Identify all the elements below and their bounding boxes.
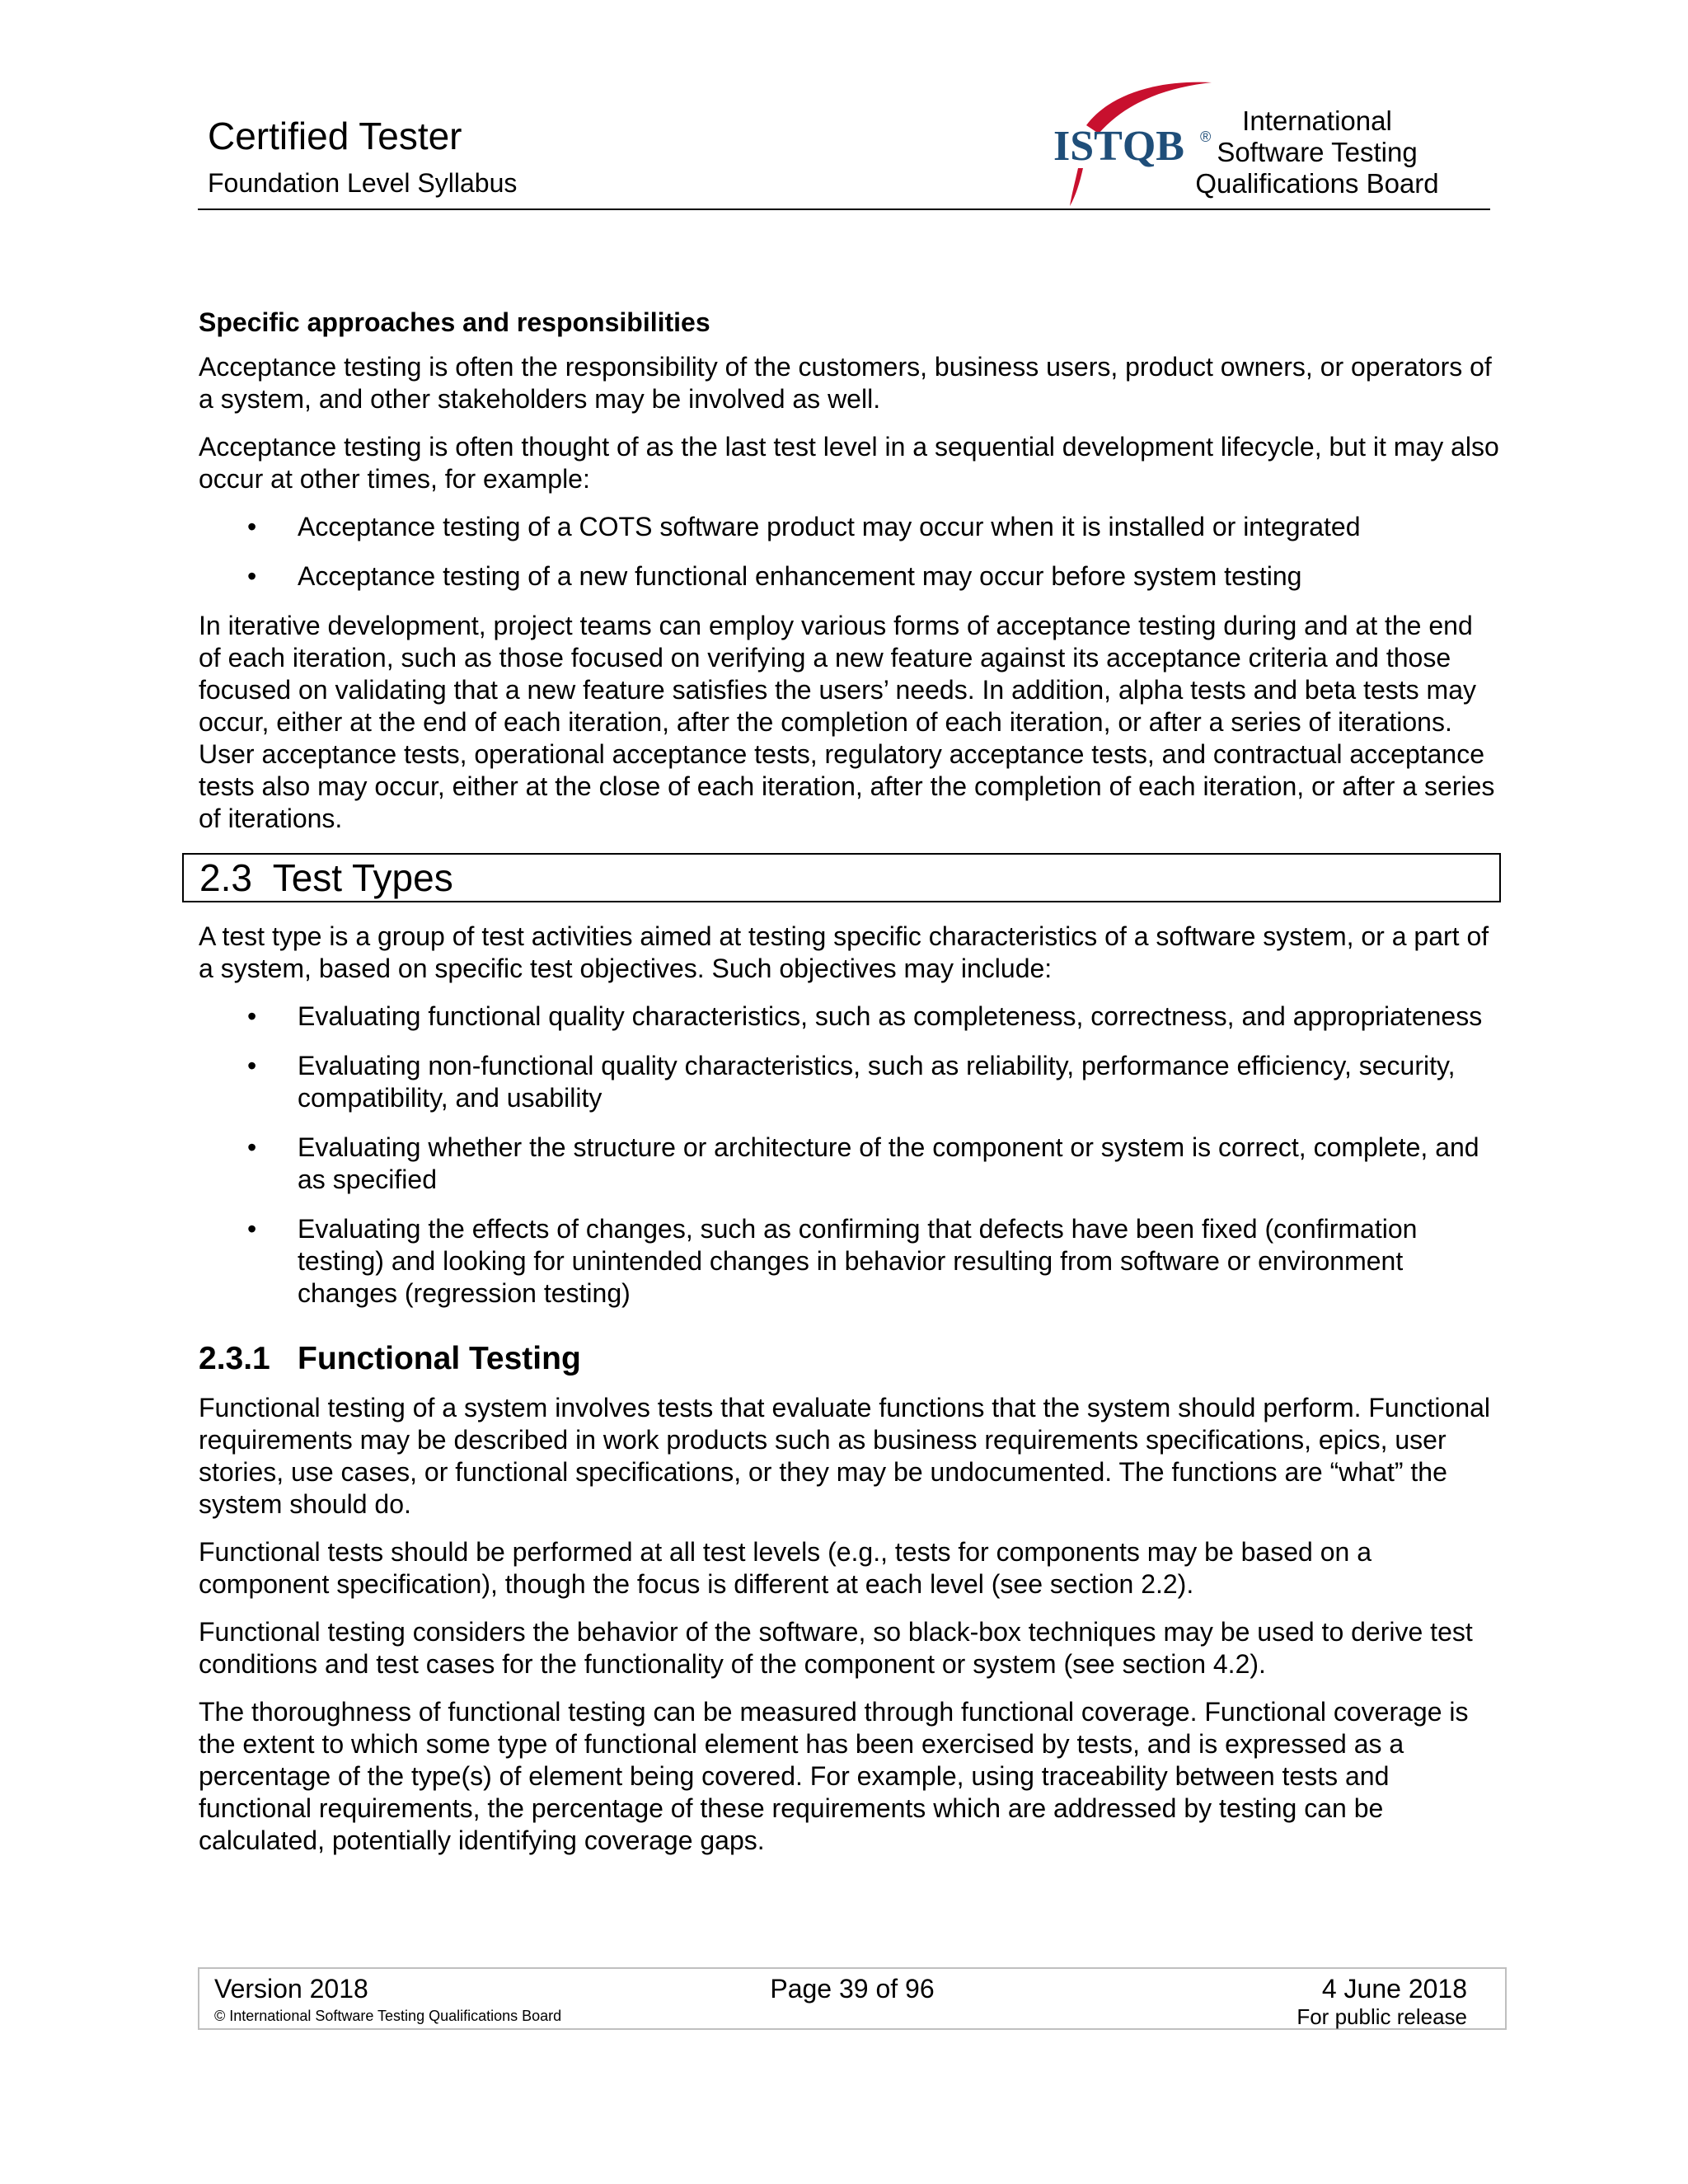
list-item-text: Evaluating non-functional quality characteristics, such as reliability, performance efficiency, security, compatibility, and usability xyxy=(298,1051,1456,1113)
paragraph: A test type is a group of test activities aimed at testing specific characteristics of a software system, or a part of a system, based on specific test objectives. Such objectives may include: xyxy=(199,921,1489,983)
subsection-title: Functional Testing xyxy=(298,1341,581,1376)
paragraph: Acceptance testing is often the responsibility of the customers, business users, product owners, or operators of a system, and other stakeholders may be involved as well. xyxy=(199,352,1492,414)
section-title: Test Types xyxy=(272,856,453,899)
main-content xyxy=(199,307,1501,1872)
section-heading-test-types xyxy=(182,853,1501,902)
list-item xyxy=(199,1213,1501,1310)
bullet-icon: • xyxy=(247,1214,257,1244)
list-item xyxy=(199,511,1501,543)
org-line-3: Qualifications Board xyxy=(1195,168,1439,199)
footer-copyright: © International Software Testing Qualifications Board xyxy=(214,2008,562,2024)
list-item xyxy=(199,1001,1501,1033)
bullet-list xyxy=(199,511,1501,593)
paragraph: Functional testing considers the behavior of the software, so black-box techniques may be used to derive test conditions and test cases for the functionality of the component or system (see section 4.2). xyxy=(199,1617,1473,1679)
subsection-number: 2.3.1 xyxy=(199,1341,270,1376)
footer-date: 4 June 2018 xyxy=(1321,1974,1467,2004)
subheading-approaches: Specific approaches and responsibilities xyxy=(199,307,710,337)
bullet-icon: • xyxy=(247,1001,257,1031)
bullet-icon: • xyxy=(247,561,257,591)
logo-trademark: ® xyxy=(1200,129,1212,145)
bullet-list xyxy=(199,1001,1501,1310)
list-item xyxy=(199,1050,1501,1114)
list-item-text: Acceptance testing of a new functional enhancement may occur before system testing xyxy=(298,561,1302,591)
org-name xyxy=(1193,105,1441,199)
subsection-heading-functional-testing xyxy=(199,1341,1501,1377)
list-item xyxy=(199,560,1501,593)
logo-tail xyxy=(1070,168,1083,206)
header-title: Certified Tester xyxy=(208,115,462,157)
logo-wordmark: ISTQB xyxy=(1053,123,1184,170)
org-line-1: International xyxy=(1242,105,1392,136)
list-item-text: Evaluating functional quality characteristics, such as completeness, correctness, and appropriateness xyxy=(298,1001,1483,1031)
footer-page-number: Page 39 of 96 xyxy=(770,1974,935,2004)
footer-version: Version 2018 xyxy=(214,1974,368,2004)
paragraph: The thoroughness of functional testing can be measured through functional coverage. Functional coverage is the extent to which some type of functional element has been exercised by tests, and is expressed as a percentage of the type(s) of element being covered. For example, using traceability between tests and functional requirements, the percentage of these requirements which are addressed by testing can be calculated, potentially identifying coverage gaps. xyxy=(199,1697,1469,1855)
paragraph: Functional testing of a system involves tests that evaluate functions that the system should perform. Functional requirements may be described in work products such as business requirements specifications, epics, user stories, use cases, or functional specifications, or they may be undocumented. The functions are “what” the system should do. xyxy=(199,1393,1491,1519)
header-divider xyxy=(198,209,1490,210)
list-item-text: Evaluating whether the structure or architecture of the component or system is correct, complete, and as specified xyxy=(298,1132,1479,1194)
paragraph: In iterative development, project teams can employ various forms of acceptance testing during and at the end of each iteration, such as those focused on verifying a new feature against its acceptance criteria and those focused on validating that a new feature satisfies the users’ needs. In addition, alpha tests and beta tests may occur, either at the end of each iteration, after the completion of each iteration, or after a series of iterations. User acceptance tests, operational acceptance tests, regulatory acceptance tests, and contractual acceptance tests also may occur, either at the close of each iteration, after the completion of each iteration, or after a series of iterations. xyxy=(199,611,1495,833)
bullet-icon: • xyxy=(247,512,257,541)
org-line-2: Software Testing xyxy=(1217,137,1418,167)
bullet-icon: • xyxy=(247,1132,257,1162)
list-item-text: Evaluating the effects of changes, such as confirming that defects have been fixed (confirmation testing) and looking for unintended changes in behavior resulting from software or environment changes (regression testing) xyxy=(298,1214,1418,1308)
list-item-text: Acceptance testing of a COTS software product may occur when it is installed or integrated xyxy=(298,512,1361,541)
footer-release: For public release xyxy=(1296,2004,1467,2029)
list-item xyxy=(199,1132,1501,1196)
section-number: 2.3 xyxy=(199,856,252,899)
paragraph: Functional tests should be performed at all test levels (e.g., tests for components may be based on a component specification), though the focus is different at each level (see section 2.2). xyxy=(199,1537,1372,1599)
page-footer xyxy=(198,1967,1507,2030)
bullet-icon: • xyxy=(247,1051,257,1080)
paragraph: Acceptance testing is often thought of as the last test level in a sequential development lifecycle, but it may also occur at other times, for example: xyxy=(199,432,1499,494)
header-subtitle: Foundation Level Syllabus xyxy=(208,168,518,198)
